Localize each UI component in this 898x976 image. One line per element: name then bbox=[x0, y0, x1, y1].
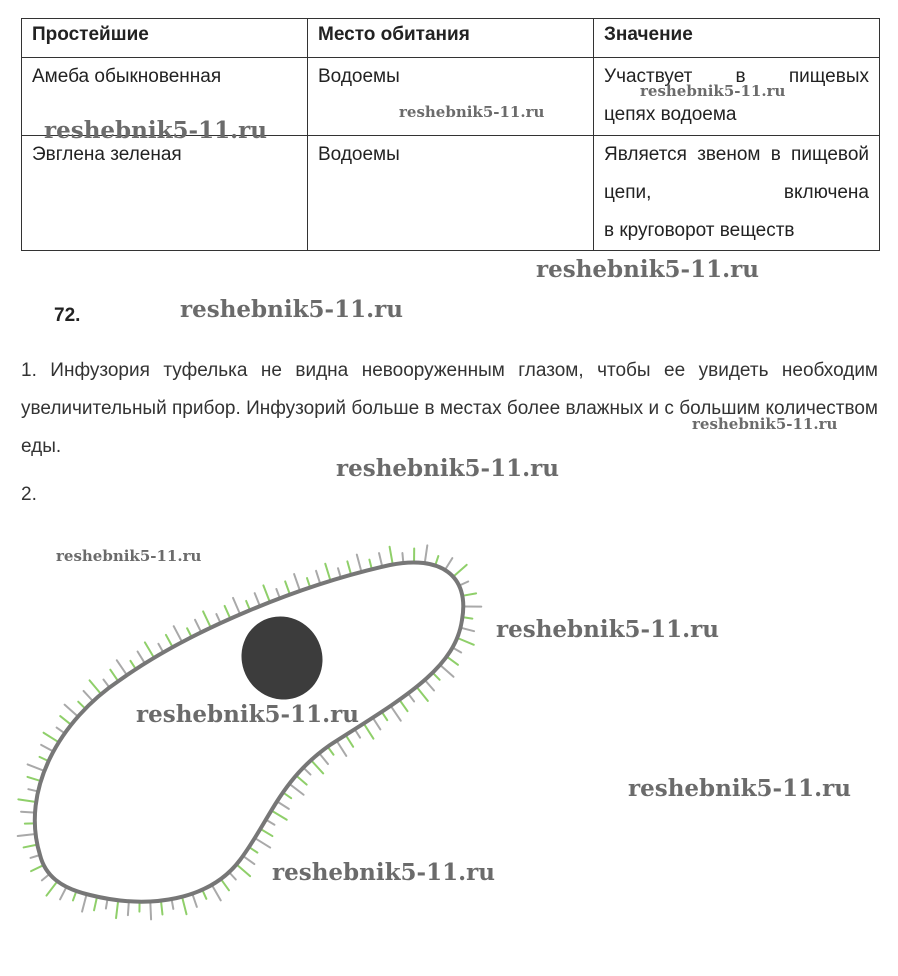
cilium bbox=[18, 834, 36, 836]
cilium bbox=[316, 571, 320, 584]
cilium bbox=[225, 606, 231, 619]
cilium bbox=[90, 680, 102, 694]
cilium bbox=[440, 665, 453, 677]
cell-organism: Эвглена зеленая bbox=[22, 136, 308, 251]
meaning-line: пищевой цепи, включена bbox=[604, 144, 869, 203]
cilium bbox=[447, 657, 458, 665]
watermark: reshebnik5-11.ru bbox=[180, 296, 403, 323]
cilium bbox=[24, 845, 38, 848]
watermark: reshebnik5-11.ru bbox=[628, 775, 851, 802]
cilium bbox=[243, 856, 254, 864]
watermark: reshebnik5-11.ru bbox=[536, 256, 759, 283]
cilium bbox=[260, 829, 272, 836]
cilium bbox=[150, 901, 151, 919]
cilium bbox=[390, 547, 393, 565]
cilium bbox=[117, 660, 127, 675]
meaning-line: цепях водоема bbox=[604, 104, 737, 125]
cilium bbox=[271, 810, 286, 819]
cilium bbox=[255, 838, 270, 847]
cilium bbox=[255, 593, 260, 606]
item-2-label: 2. bbox=[21, 484, 37, 505]
cilium bbox=[116, 900, 118, 918]
cell-outline bbox=[35, 562, 463, 901]
cilium bbox=[44, 733, 59, 743]
cilium bbox=[18, 799, 36, 802]
answer-paragraph-1: 1. Инфузория туфелька не видна невооруженным глазом, чтобы ее увидеть необходим увеличительный прибор. Инфузорий больше в местах более влажных и с большим количеством еды. bbox=[21, 360, 878, 457]
task-number: 72. bbox=[54, 305, 81, 326]
cilium bbox=[60, 887, 66, 899]
cilium bbox=[203, 611, 211, 627]
watermark: reshebnik5-11.ru bbox=[56, 547, 202, 565]
cilium bbox=[82, 894, 87, 911]
cilium bbox=[417, 687, 428, 701]
watermark: reshebnik5-11.ru bbox=[336, 455, 559, 482]
cilium bbox=[296, 775, 307, 784]
cilium bbox=[236, 864, 250, 876]
cilium bbox=[145, 642, 154, 657]
cilium bbox=[461, 628, 475, 631]
cilium bbox=[212, 885, 221, 901]
cilium bbox=[319, 753, 328, 764]
cilium bbox=[364, 723, 374, 738]
cilium bbox=[457, 638, 474, 645]
watermark: reshebnik5-11.ru bbox=[399, 103, 545, 121]
cilium bbox=[192, 894, 197, 907]
cilium bbox=[325, 564, 330, 581]
cilium bbox=[285, 581, 290, 594]
cilium bbox=[41, 745, 53, 752]
cilium bbox=[379, 553, 382, 567]
cilium bbox=[373, 718, 381, 730]
cilium bbox=[166, 635, 173, 647]
watermark: reshebnik5-11.ru bbox=[692, 415, 838, 433]
cilium bbox=[337, 741, 347, 756]
cilium bbox=[425, 545, 428, 563]
cilium bbox=[195, 620, 201, 633]
cilium bbox=[346, 735, 354, 747]
cilium bbox=[31, 865, 44, 871]
cilium bbox=[28, 764, 45, 771]
cilium bbox=[221, 879, 229, 890]
meaning-line: Участвует в пищевых bbox=[604, 66, 869, 87]
cilium bbox=[94, 897, 97, 911]
meaning-line: Является звеном в bbox=[604, 144, 781, 165]
cilium bbox=[347, 561, 351, 574]
cilium bbox=[311, 760, 323, 773]
header-organism: Простейшие bbox=[22, 19, 308, 58]
cell-organism: Амеба обыкновенная bbox=[22, 58, 308, 136]
cilium bbox=[174, 626, 182, 642]
cilium bbox=[65, 705, 78, 717]
cilium bbox=[289, 784, 303, 795]
cell-habitat: Водоемы bbox=[308, 58, 594, 136]
cilium bbox=[391, 706, 401, 721]
cilium bbox=[161, 901, 162, 915]
cilium bbox=[128, 901, 129, 915]
cilium bbox=[357, 555, 362, 572]
header-meaning: Значение bbox=[594, 19, 880, 58]
cilium bbox=[399, 700, 407, 711]
cilium bbox=[445, 558, 452, 570]
cilium bbox=[110, 670, 118, 682]
cilium bbox=[425, 680, 434, 691]
cilium bbox=[453, 565, 467, 577]
watermark: reshebnik5-11.ru bbox=[272, 859, 495, 886]
nucleus bbox=[226, 602, 337, 715]
watermark: reshebnik5-11.ru bbox=[640, 82, 786, 100]
cilium bbox=[182, 897, 186, 914]
meaning-line: в круговорот веществ bbox=[604, 220, 795, 241]
cilium bbox=[46, 881, 57, 895]
cilium bbox=[27, 777, 40, 781]
cilium bbox=[294, 574, 300, 591]
cilium bbox=[263, 585, 270, 602]
cell-habitat: Водоемы bbox=[308, 136, 594, 251]
cilium bbox=[138, 652, 145, 664]
watermark: reshebnik5-11.ru bbox=[44, 117, 267, 144]
cilium bbox=[233, 598, 240, 615]
watermark: reshebnik5-11.ru bbox=[136, 701, 359, 728]
watermark: reshebnik5-11.ru bbox=[496, 616, 719, 643]
header-habitat: Место обитания bbox=[308, 19, 594, 58]
